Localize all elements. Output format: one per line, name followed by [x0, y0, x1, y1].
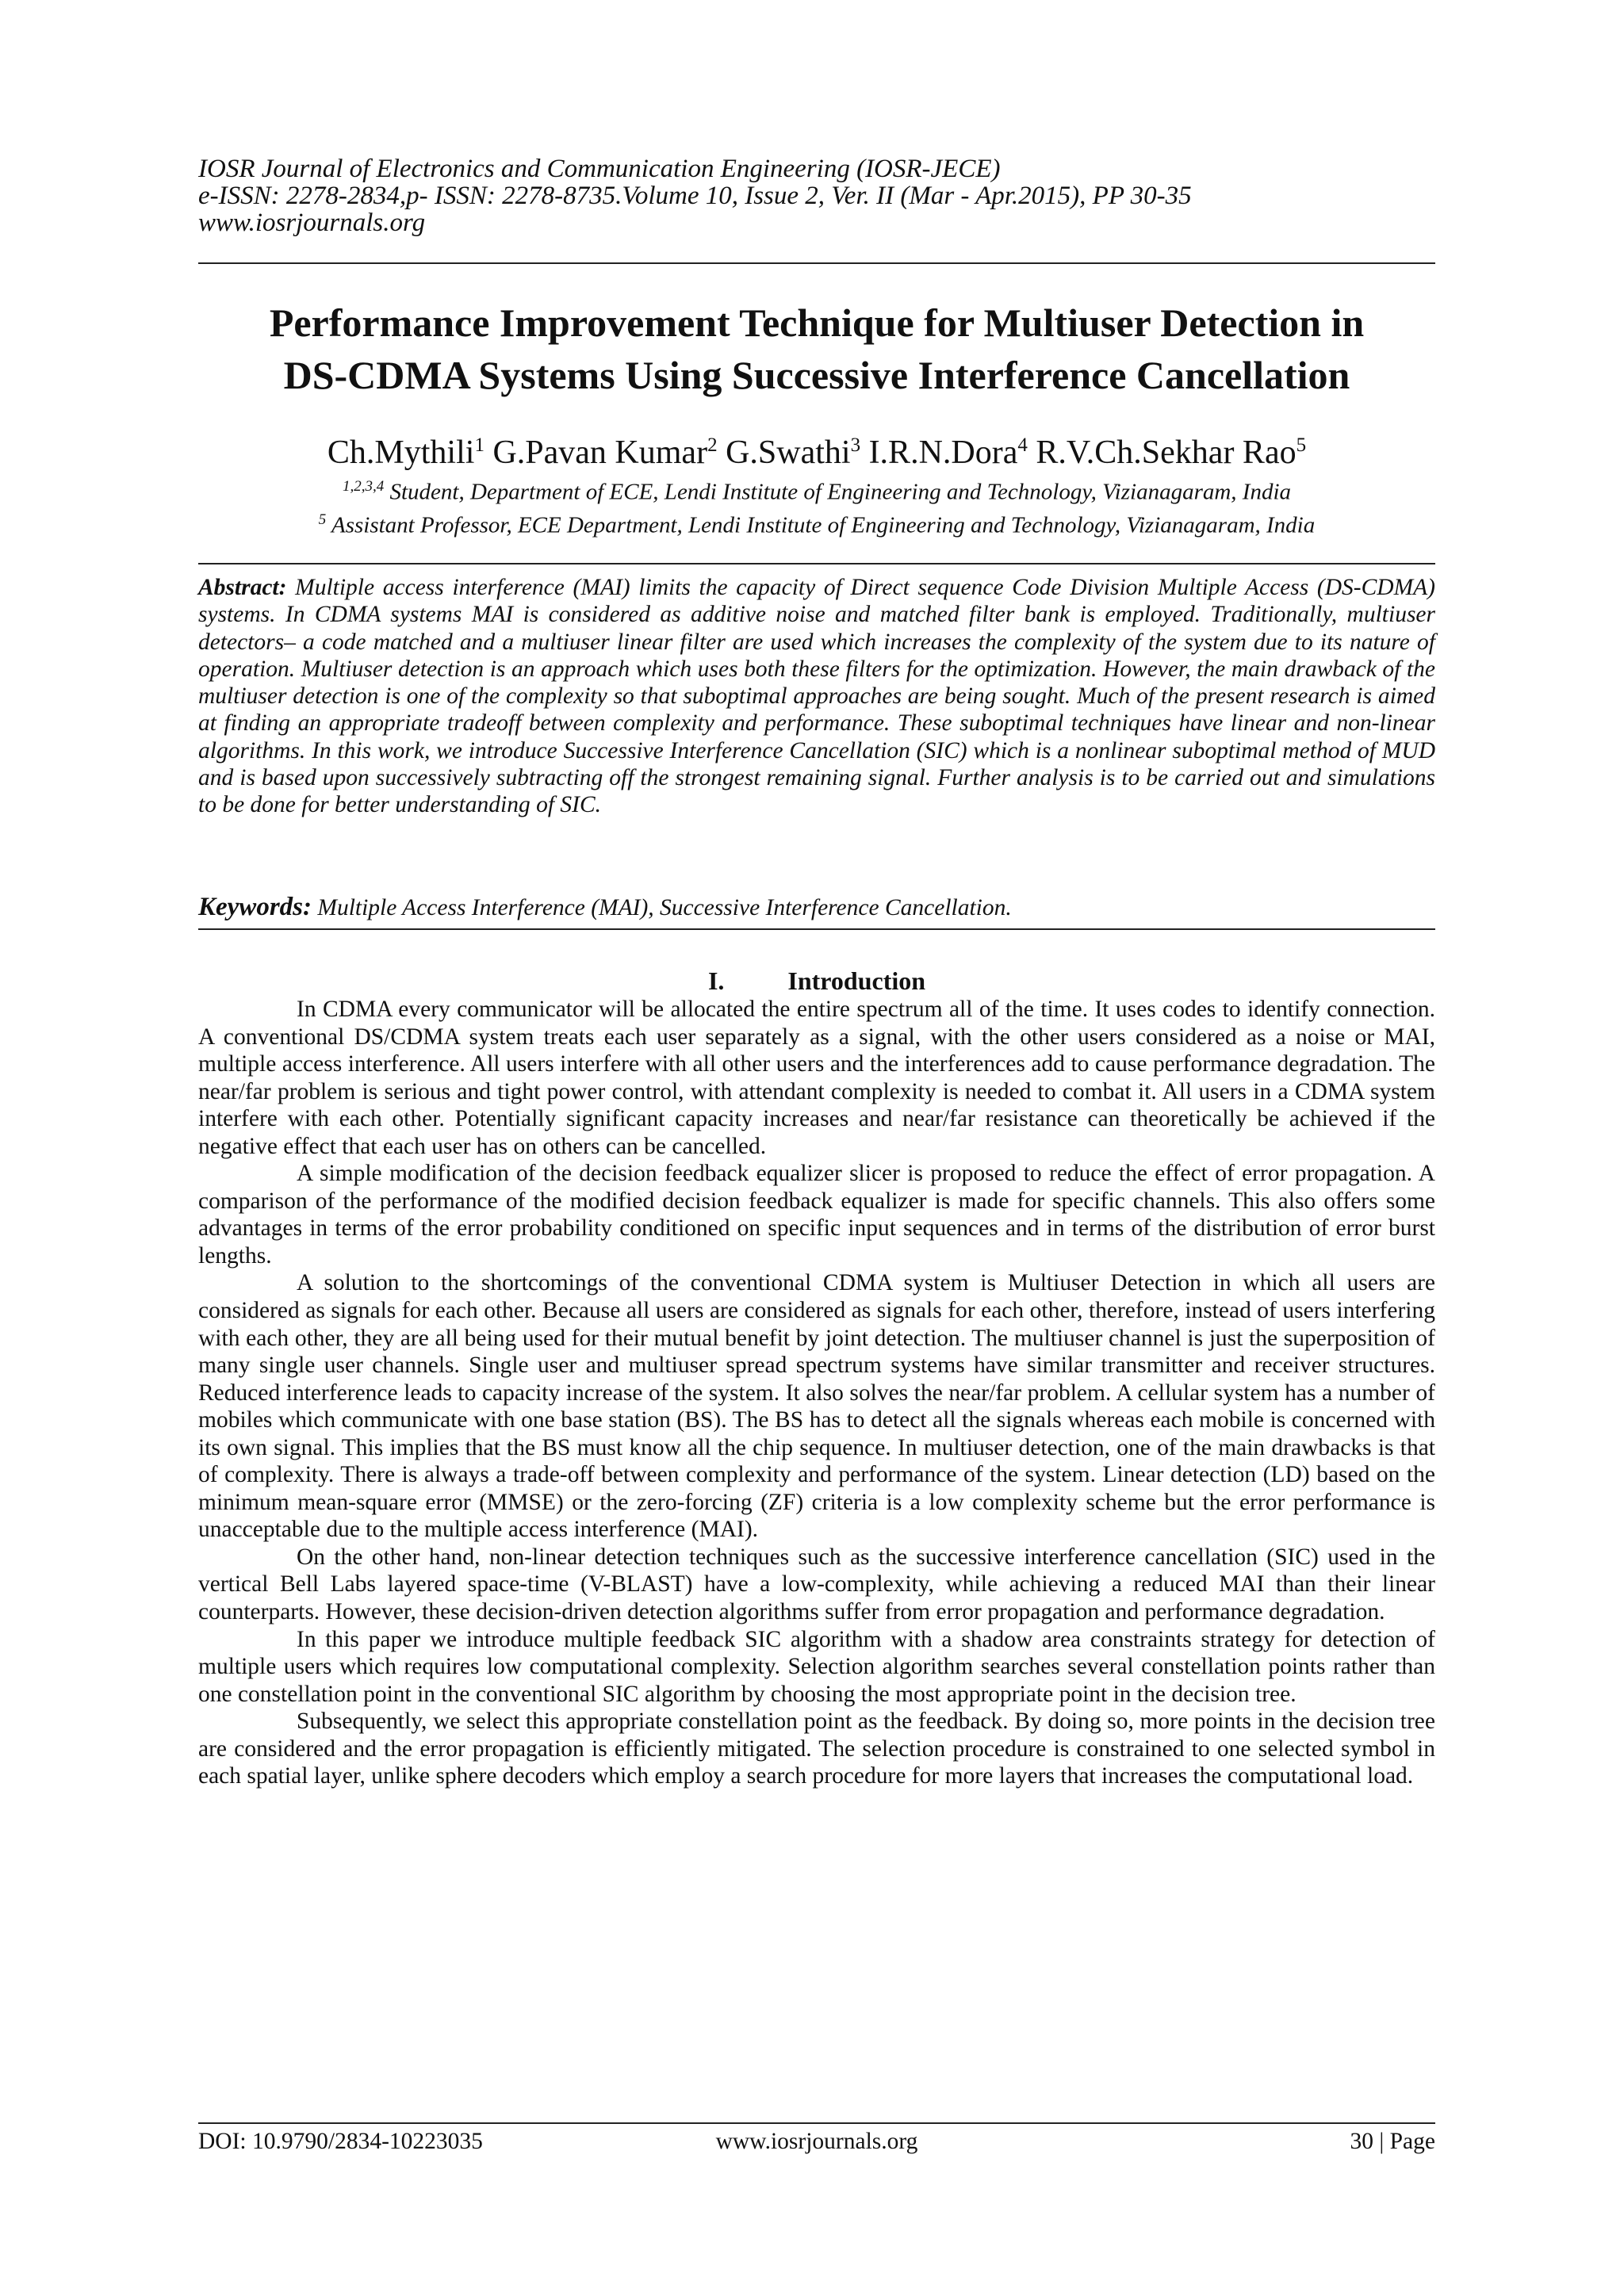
journal-website: www.iosrjournals.org [198, 209, 426, 237]
author-3: G.Swathi$^3$ [726, 434, 861, 471]
title-line-2: DS-CDMA Systems Using Successive Interference Cancellation [283, 353, 1350, 397]
paragraph: On the other hand, non-linear detection techniques such as the successive interference cancellation (SIC) used in the vertical Bell Labs layered space-time (V-BLAST) have a low-complexity, while achieving a reduced MAI than their linear counterparts. However, these decision-driven detection algorithms suffer from error propagation and performance degradation. [198, 1544, 1435, 1625]
footer-website: www.iosrjournals.org [715, 2129, 918, 2154]
abstract-text: Multiple access interference (MAI) limits the capacity of Direct sequence Code Division Multiple Access (DS-CDMA) systems. In CDMA systems MAI is considered as additive noise and matched filter bank is employed. Traditionally, multiuser detectors– a code matched and a multiuser linear filter are used which increases the complexity of the system due to its nature of operation. Multiuser detection is an approach which uses both these filters for the optimization. However, the main drawback of the multiuser detection is one of the complexity so that suboptimal approaches are being sought. Much of the present research is aimed at finding an appropriate tradeoff between complexity and performance. These suboptimal techniques have linear and non-linear algorithms. In this work, we introduce Successive Interference Cancellation (SIC) which is a nonlinear suboptimal method of MUD and is based upon successively subtracting off the strongest remaining signal. Further analysis is to be carried out and simulations to be done for better understanding of SIC. [198, 575, 1435, 818]
paragraph: In CDMA every communicator will be allocated the entire spectrum all of the time. It uses codes to identify connection. A conventional DS/CDMA system treats each user separately as a signal, with the other users considered as a noise or MAI, multiple access interference. All users interfere with all other users and the interferences add to cause performance degradation. The near/far problem is serious and tight power control, with attendant complexity is needed to combat it. All users in a CDMA system interfere with each other. Potentially significant capacity increases and near/far resistance can theoretically be achieved if the negative effect that each user has on others can be cancelled. [198, 997, 1435, 1159]
paragraph: Subsequently, we select this appropriate constellation point as the feedback. By doing so, more points in the decision tree are considered and the error propagation is efficiently mitigated. The selection procedure is constrained to one selected symbol in each spatial layer, unlike sphere decoders which employ a search procedure for more layers that increases the computational load. [198, 1709, 1435, 1789]
footer-page-number: 30 | Page [1350, 2129, 1435, 2154]
paragraph: A solution to the shortcomings of the conventional CDMA system is Multiuser Detection in which all users are considered as signals for each other. Because all users are considered as signals for each other, therefore, instead of users interfering with each other, they are all being used for their mutual benefit by joint detection. The multiuser channel is just the superposition of many single user channels. Single user and multiuser spread spectrum systems have similar transmitter and receiver structures. Reduced interference leads to capacity increase of the system. It also solves the near/far problem. A cellular system has a number of mobiles which communicate with one base station (BS). The BS has to detect all the signals whereas each mobile is concerned with its own signal. This implies that the BS must know all the chip sequence. In multiuser detection, one of the main drawbacks is that of complexity. There is always a trade-off between complexity and performance of the system. Linear detection (LD) based on the minimum mean-square error (MMSE) or the zero-forcing (ZF) criteria is a low complexity scheme but the error performance is unacceptable due to the multiple access interference (MAI). [198, 1270, 1435, 1543]
section-number: I. [707, 966, 725, 995]
keywords-text: Multiple Access Interference (MAI), Successive Interference Cancellation. [312, 895, 1012, 920]
journal-name: IOSR Journal of Electronics and Communication Engineering (IOSR-JECE) [198, 155, 1001, 183]
paragraph: In this paper we introduce multiple feedback SIC algorithm with a shadow area constraints strategy for detection of multiple users which requires low computational complexity. Selection algorithm searches several constellation points rather than one constellation point in the conventional SIC algorithm by choosing the most appropriate point in the decision tree. [198, 1626, 1435, 1707]
introduction-body [198, 996, 1435, 1790]
journal-header [198, 155, 1435, 236]
header-rule [198, 262, 1435, 264]
author-5: R.V.Ch.Sekhar Rao$^5$ [1036, 434, 1307, 471]
journal-issn: e-ISSN: 2278-2834,p- ISSN: 2278-8735.Volume 10, Issue 2, Ver. II (Mar - Apr.2015), PP 30-35 [198, 182, 1192, 210]
keywords-label: Keywords: [198, 893, 312, 921]
abstract-bottom-rule [198, 928, 1435, 930]
author-list [198, 427, 1435, 472]
affiliation-students: $^{1,2,3,4}$ Student, Department of ECE, Lendi Institute of Engineering and Technology, Vizianagaram, India [342, 478, 1292, 505]
abstract [198, 574, 1435, 819]
title-line-1: Performance Improvement Technique for Multiuser Detection in [269, 300, 1365, 345]
keywords [198, 894, 1435, 921]
affiliation-professor: $^5$ Assistant Professor, ECE Department, Lendi Institute of Engineering and Technology, Vizianagaram, India [318, 511, 1316, 538]
author-2: G.Pavan Kumar$^2$ [492, 434, 718, 471]
section-heading [198, 966, 1435, 995]
abstract-label: Abstract: [198, 575, 287, 600]
paper-title [198, 297, 1435, 401]
author-1: Ch.Mythili$^1$ [327, 434, 485, 471]
footer-doi: DOI: 10.9790/2834-10223035 [198, 2129, 483, 2154]
abstract-top-rule [198, 563, 1435, 564]
section-title: Introduction [787, 966, 926, 995]
author-4: I.R.N.Dora$^4$ [868, 434, 1028, 471]
footer-rule [198, 2122, 1435, 2124]
paragraph: A simple modification of the decision feedback equalizer slicer is proposed to reduce the effect of error propagation. A comparison of the performance of the modified decision feedback equalizer is made for specific channels. This also offers some advantages in terms of the error probability conditioned on specific input sequences and in terms of the distribution of error burst lengths. [198, 1161, 1435, 1269]
